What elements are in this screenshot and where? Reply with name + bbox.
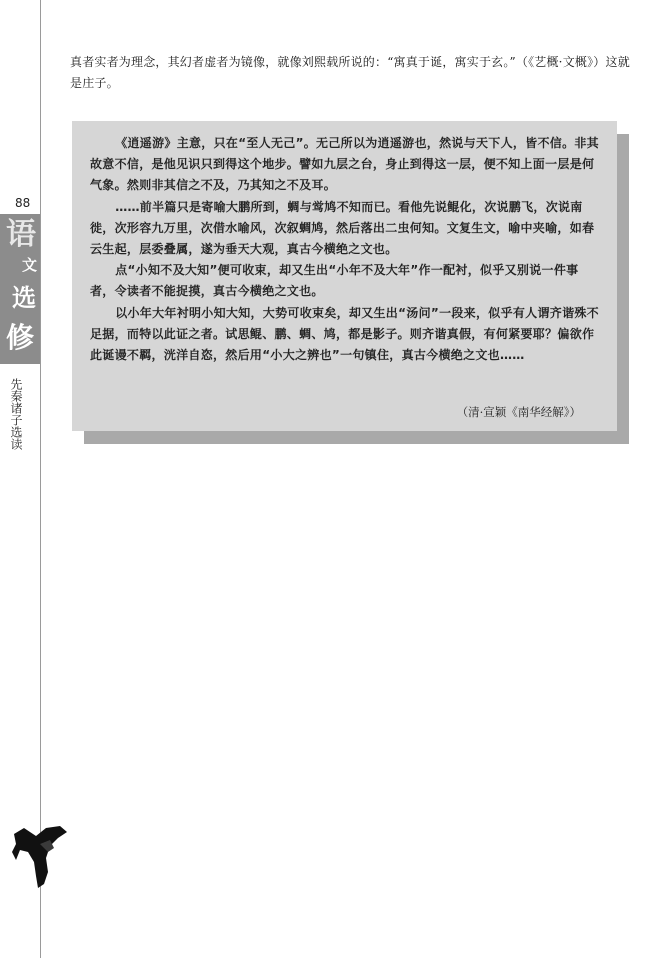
quote-paragraph-3: 点“小知不及大知”便可收束，却又生出“小年不及大年”作一配衬，似乎又别说一件事者，令读者不能捉摸，真古今横绝之文也。	[90, 263, 579, 299]
series-tab	[0, 214, 40, 364]
quote-paragraph-4: 以小年大年衬明小知大知，大势可收束矣，却又生出“汤问”一段来，似乎有人谓齐谐殊不足据，而特以此证之者。试思鲲、鹏、蜩、鸠，都是影子。则齐谐真假，有何紧要耶？偏欲作此诞谩不羁，洸洋自恣，然后用“小大之辨也”一句镇住，真古今横绝之文也……	[90, 305, 599, 363]
page-number: 88	[15, 196, 31, 210]
quote-paragraph-2: ……前半篇只是寄喻大鹏所到，蜩与鸴鸠不知而已。看他先说鲲化，次说鹏飞，次说南徙，次形容九万里，次借水喻风，次叙蜩鸠，然后落出二虫何知。文复生文，喻中夹喻，如春云生起，层委叠属，遂为垂天大观，真古今横绝之文也。	[90, 199, 595, 257]
series-char-1: 语	[6, 217, 36, 252]
ink-emblem-icon	[10, 822, 70, 890]
quote-source: （清·宣颖《南华经解》）	[456, 405, 581, 419]
quote-paragraph-1: 《逍遥游》主意，只在“至人无己”。无己所以为逍遥游也，然说与天下人，皆不信。非其故意不信，是他见识只到得这个地步。譬如九层之台，身止到得这一层，便不知上面一层是何气象。然则非其信之不及，乃其知之不及耳。	[90, 136, 599, 193]
book-title: 先秦诸子选读	[9, 378, 23, 450]
quote-box	[72, 121, 617, 431]
series-char-4: 修	[6, 321, 35, 354]
series-char-2: 文	[22, 256, 38, 274]
intro-paragraph: 真者实者为理念，其幻者虚者为镜像，就像刘熙载所说的：“寓真于诞，寓实于玄。”（《艺概·文概》）这就是庄子。	[70, 55, 630, 90]
margin-rule	[40, 0, 41, 958]
series-char-3: 选	[12, 284, 36, 312]
